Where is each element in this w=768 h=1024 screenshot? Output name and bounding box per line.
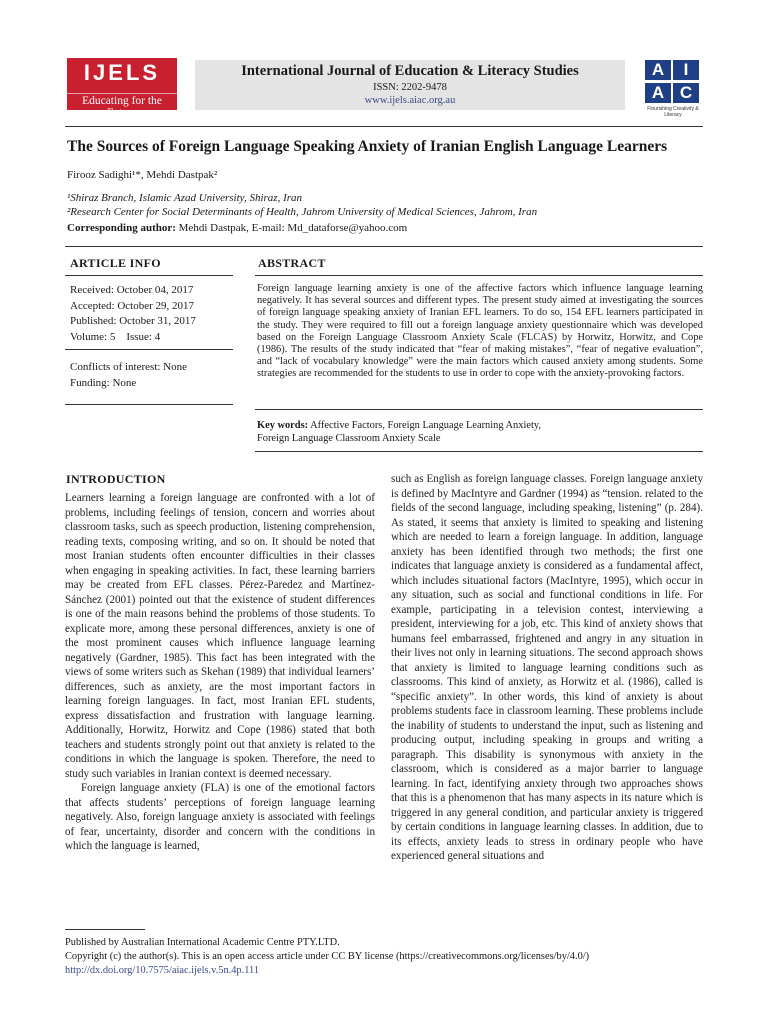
conflicts-of-interest: Conflicts of interest: None: [70, 361, 188, 373]
copyright-note: Copyright (c) the author(s). This is an open access article under CC BY license (https://creativecommons.org/licenses/by/4.0/): [65, 951, 590, 963]
introduction-left-column: [65, 491, 375, 854]
publisher-note: Published by Australian International Academic Centre PTY.LTD.: [65, 937, 340, 948]
footnote-rule: [65, 929, 145, 930]
paper-authors: Firooz Sadighi¹*, Mehdi Dastpak²: [67, 169, 218, 181]
funding: Funding: None: [70, 376, 137, 389]
article-info-heading: ARTICLE INFO: [70, 256, 161, 270]
journal-issn: ISSN: 2202-9478: [373, 82, 447, 93]
intro-paragraph-3: such as English as foreign language classes. Foreign language anxiety is defined by MacIntyre and Gardner (1994) as “tension. related to the fields of the second language, including speaking, listening” (p. 284). As stated, it seems that anxiety is limited to speaking and listening which are needed to learn a foreign language. In addition, language anxiety has been identified through two methods; the first one indicates that language anxiety is considered as a fundamental affect, which includes situational factors (MacIntyre, 1995), which occur in any situation, such as social and functional conditions in life. For example, participating in a television contest, interviewing a president, interviewing for a job, etc. This kind of anxiety shows that humans feel embarrassed, frightened and angry in any situation in their lives not only in learning situations. The second approach shows that anxiety is limited to language learning conditions such as classrooms. This kind of anxiety, as Horwitz et al. (1986), called is “specific anxiety”. In other words, this kind of anxiety is about problems students face in classroom learning. These problems include the inability of students to understand the input, such as listening and producing output, including speaking in groups and writing a paragraph. This disability is synonymous with anxiety in the classroom, which is considered as a major barrier to language learning. In fact, identifying anxiety through two approaches shows that this is a phenomenon that has many aspects in its nature which is triggered in any general condition, and particular anxiety is triggered by certain conditions in language learning classes. In addition, due to its effects, anxiety leads to stress in ordinary people who have experienced general situations and: [391, 473, 703, 862]
keywords-label: Key words:: [257, 420, 309, 431]
ijels-logo: [67, 58, 177, 119]
keywords-line-2: Foreign Language Classroom Anxiety Scale: [257, 432, 441, 444]
abstract-rule: [255, 275, 703, 276]
ijels-logo-tagline: Educating for the Future: [67, 93, 177, 119]
keywords-rule: [255, 451, 703, 452]
abstract-heading: ABSTRACT: [258, 256, 326, 270]
article-info-rule: [65, 275, 233, 276]
received-date: Received: October 04, 2017: [70, 284, 194, 296]
ijels-logo-word: IJELS: [83, 60, 161, 85]
corresponding-author: [67, 222, 407, 234]
keywords: [257, 420, 703, 445]
aiac-logo-letter: A: [645, 60, 671, 80]
article-info-rule-3: [65, 404, 233, 405]
paper-title: The Sources of Foreign Language Speaking Anxiety of Iranian English Language Learners: [67, 138, 668, 155]
published-date: Published: October 31, 2017: [70, 315, 196, 327]
header-divider: [65, 126, 703, 127]
journal-header-band: [195, 60, 625, 110]
accepted-date: Accepted: October 29, 2017: [70, 299, 195, 312]
aiac-logo: [643, 58, 701, 116]
article-info-declarations: [70, 360, 187, 391]
introduction-right-column: [391, 472, 703, 864]
intro-paragraph-1: Learners learning a foreign language are confronted with a lot of problems, including feelings of tension, concern and worries about classroom tasks, such as speech production, listening comprehension, reading texts, composing writing, and so on. It should be noted that most Iranian students often encounter difficulties in their classes when engaging in speaking activities. In fact, these learning barriers may be created from EFL classes. Pérez-Paredez and Martínez-Sánchez (2001) pointed out that the existence of student differences is one of the main reasons behind the problems of those students. To explicate more, among these personal differences, anxiety is one of the most prominent causes which influence language learning negatively (Gardner, 1985). This fact has been integrated with the views of some writers such as Skehan (1989) that individual learners’ differences, such as anxiety, are the most important factors in learning foreign languages. In fact, most Iranian EFL students, express dissatisfaction and frustration with language learning. Additionally, Horwitz, Horwitz and Cope (1986) stated that both teachers and students strongly point out that anxiety is related to the conditions in which the language is spoken. Therefore, the need to study such variables in Iranian context is deemed necessary.: [65, 492, 375, 780]
abstract-text: Foreign language learning anxiety is one of the affective factors which influence language learning negatively. It has several sources and different types. The present study aimed at investigating the sources of foreign language speaking anxiety of Iranian EFL learners. To do so, 154 EFL learners participated in the study. They were required to fill out a foreign language anxiety questionnaire which was developed based on the Foreign Language Classroom Anxiety Scale (FLCAS) by Horwitz, Horwitz, and Cope (1986). The results of the study indicated that “fear of making mistakes”, “fear of negative evaluation”, and “lack of vocabulary knowledge” were the main factors which caused anxiety among students. Some strategies are recommended for the students to use in order to cope with the anxiety-provoking factors.: [257, 283, 703, 380]
aiac-logo-letter: C: [673, 83, 699, 103]
journal-url[interactable]: www.ijels.aiac.org.au: [364, 95, 456, 106]
article-info-dates: [70, 283, 196, 345]
affiliation-2: ²Research Center for Social Determinants of Health, Jahrom University of Medical Sciences, Jahrom, Iran: [67, 206, 538, 218]
journal-title: International Journal of Education & Literacy Studies: [241, 63, 579, 79]
corresponding-author-label: Corresponding author:: [67, 222, 176, 234]
aiac-logo-letter: A: [645, 83, 671, 103]
volume-issue: Volume: 5 Issue: 4: [70, 330, 161, 343]
title-divider: [65, 246, 703, 247]
aiac-logo-tagline: Flourishing Creativity & Literacy: [647, 106, 699, 118]
keywords-line-1: Affective Factors, Foreign Language Learning Anxiety,: [308, 420, 541, 431]
aiac-logo-letter: I: [673, 60, 699, 80]
introduction-heading: INTRODUCTION: [66, 472, 166, 486]
affiliation-1: ¹Shiraz Branch, Islamic Azad University, Shiraz, Iran: [67, 192, 303, 204]
doi-link[interactable]: http://dx.doi.org/10.7575/aiac.ijels.v.5n.4p.111: [65, 965, 260, 977]
intro-paragraph-2: Foreign language anxiety (FLA) is one of the emotional factors that affects students’ perceptions of foreign language learning negatively. Also, foreign language anxiety is associated with feelings of fear, uncertainty, disorder and concern with the conditions in which the language is learned,: [65, 782, 375, 852]
corresponding-author-value: Mehdi Dastpak, E-mail: Md_dataforse@yahoo.com: [175, 222, 408, 234]
article-info-rule-2: [65, 349, 233, 350]
abstract-rule-2: [255, 409, 703, 410]
page-footer: [65, 936, 705, 979]
